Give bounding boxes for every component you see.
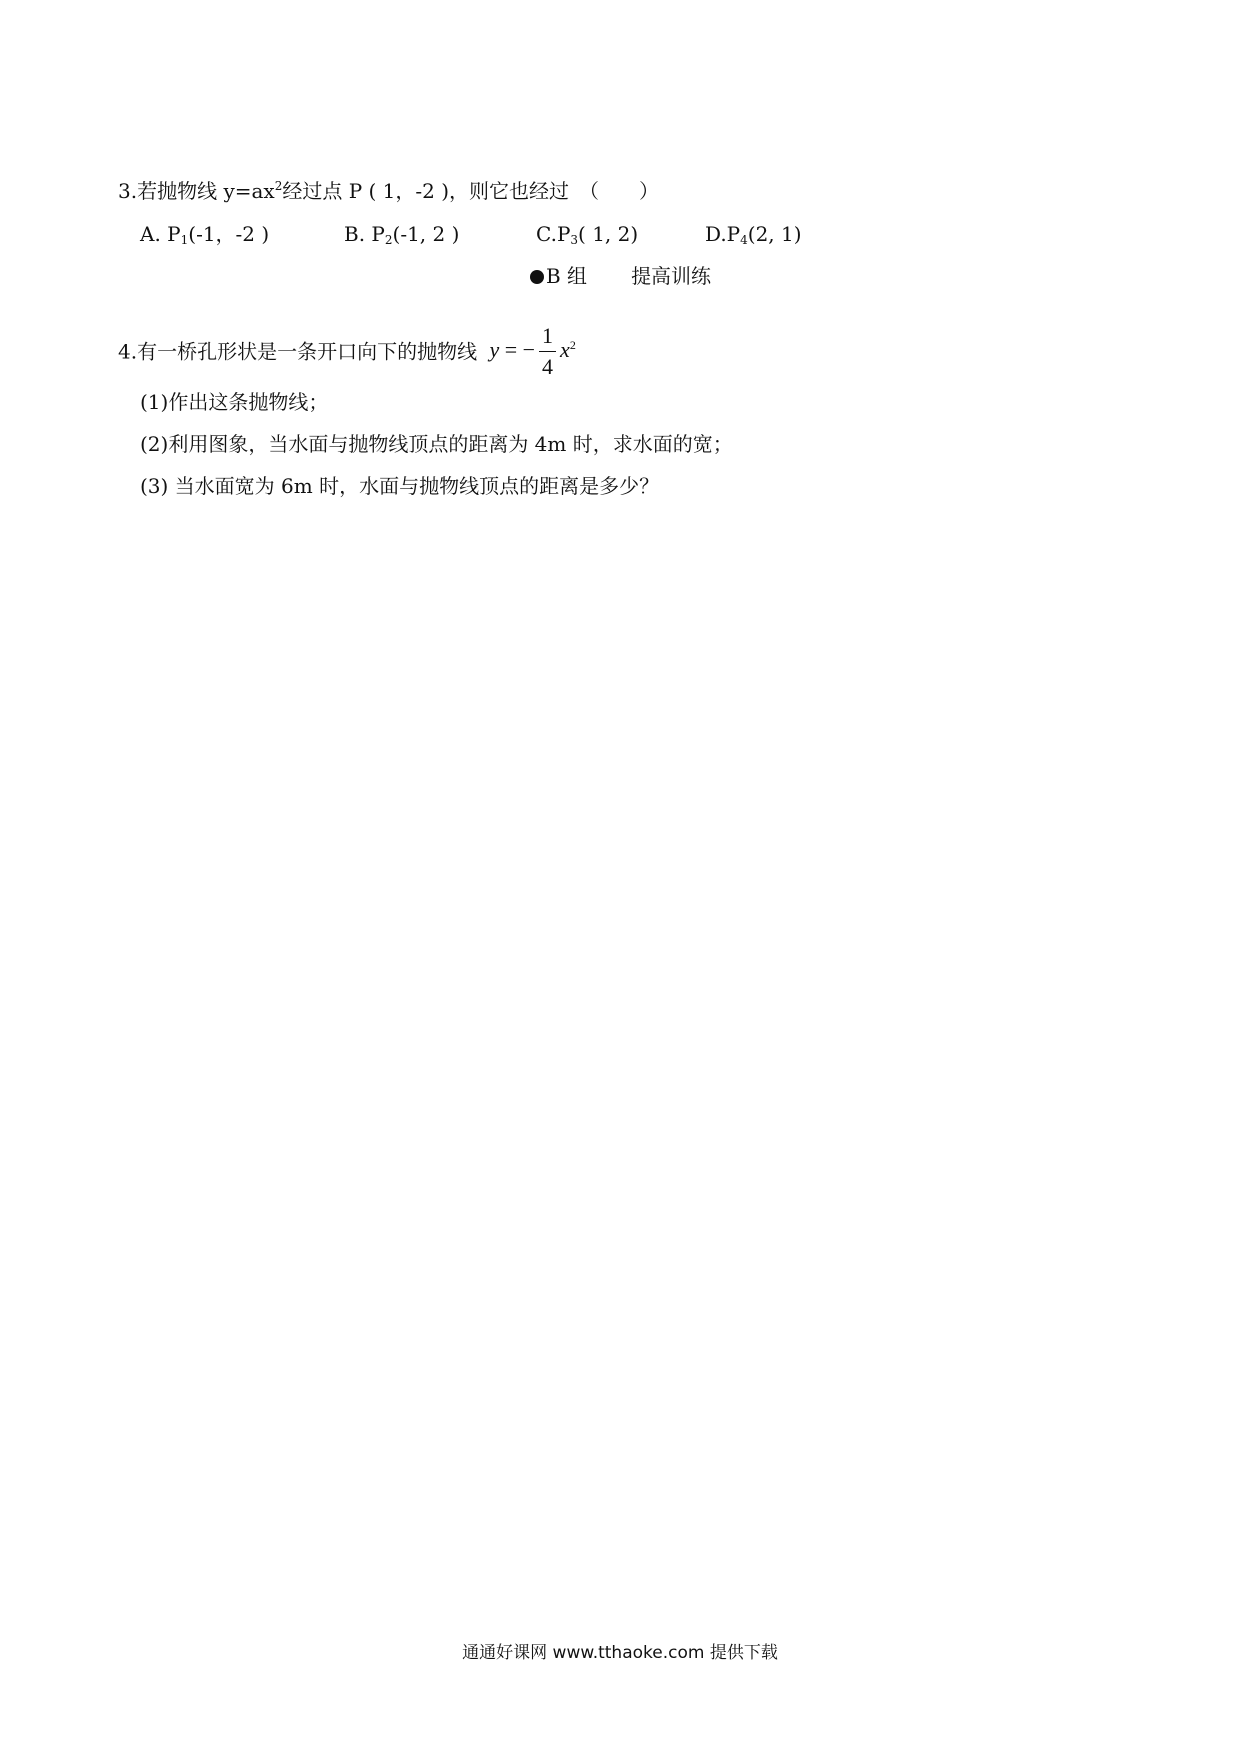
option-c: $C.P_3$( 1, 2)	[536, 222, 639, 247]
question-4: 4.有一桥孔形状是一条开口向下的抛物线 y = − $\frac{1}{4}$ $x^2$	[118, 323, 576, 379]
option-d: $D.P_4(2$, 1)	[705, 222, 802, 247]
q4-part-1: (1)作出这条抛物线；	[140, 390, 329, 414]
bullet-icon	[530, 270, 544, 284]
q4-part-2: (2)利用图象，当水面与抛物线顶点的距离为 4m 时，求水面的宽；	[140, 432, 733, 456]
question-3: 3.若抛物线 $y=ax^2$经过点 P ( 1，-2 )，则它也经过 （ ）	[118, 179, 660, 203]
fraction: $\frac{1}{4}$	[539, 322, 556, 381]
section-heading: B 组 提高训练	[530, 262, 711, 290]
footer: 通通好课网 www.tthaoke.com 提供下载	[462, 1643, 778, 1663]
formula: y = − $\frac{1}{4}$ $x^2$	[489, 323, 576, 379]
option-a: A. $P_1(-1$，-2 )	[140, 222, 270, 247]
q4-part-3: (3) 当水面宽为 6m 时，水面与抛物线顶点的距离是多少？	[140, 474, 660, 498]
option-b: B. $P_2(-1$, 2 )	[344, 222, 460, 247]
